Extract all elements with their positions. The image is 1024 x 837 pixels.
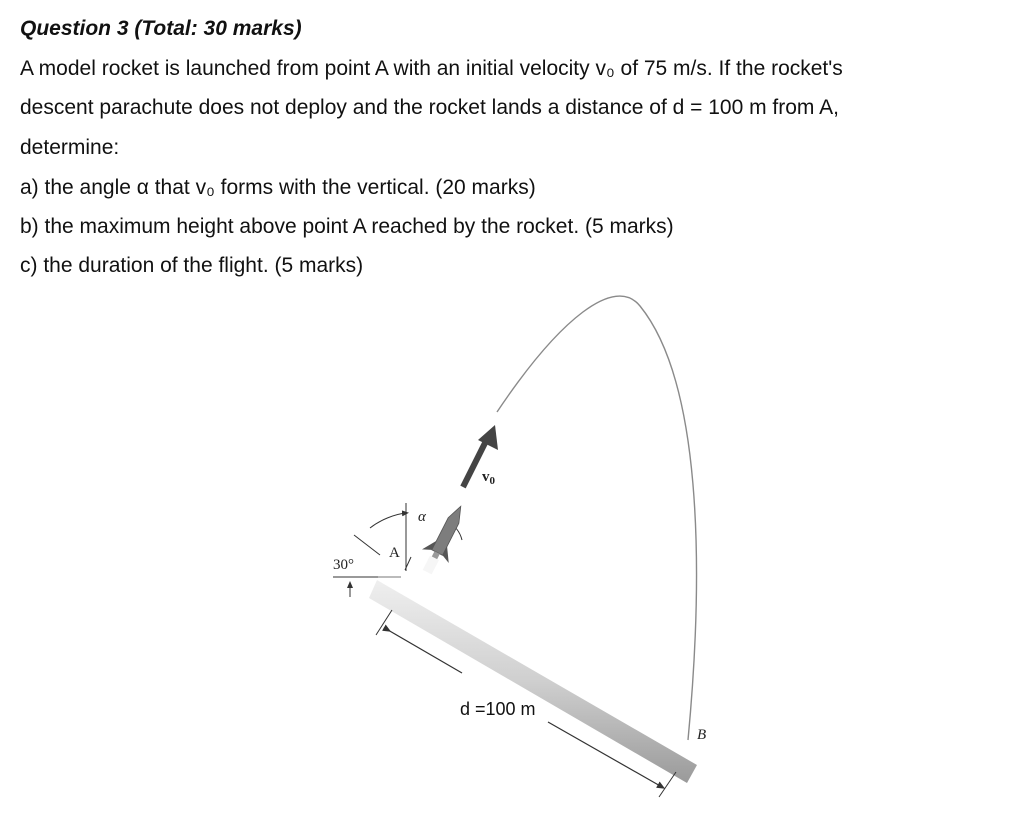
part-a: a) the angle α that v₀ forms with the vertical. (20 marks) <box>20 176 536 199</box>
question-title: Question 3 (Total: 30 marks) <box>20 17 302 40</box>
body-line-2: descent parachute does not deploy and the rocket lands a distance of d = 100 m from A, <box>20 96 839 119</box>
alpha-label: α <box>418 509 426 525</box>
slope-surface <box>369 580 697 783</box>
body-line-1: A model rocket is launched from point A with an initial velocity v₀ of 75 m/s. If the rocket's <box>20 57 843 80</box>
part-c: c) the duration of the flight. (5 marks) <box>20 254 364 277</box>
part-b: b) the maximum height above point A reached by the rocket. (5 marks) <box>20 215 674 238</box>
distance-label: d =100 m <box>460 699 536 719</box>
angle-30-label: 30° <box>333 557 354 573</box>
point-b-label: B <box>697 727 707 743</box>
velocity-label: $v_0$ <box>482 469 495 487</box>
point-a-label: A <box>389 545 400 561</box>
body-line-3: determine: <box>20 136 120 159</box>
